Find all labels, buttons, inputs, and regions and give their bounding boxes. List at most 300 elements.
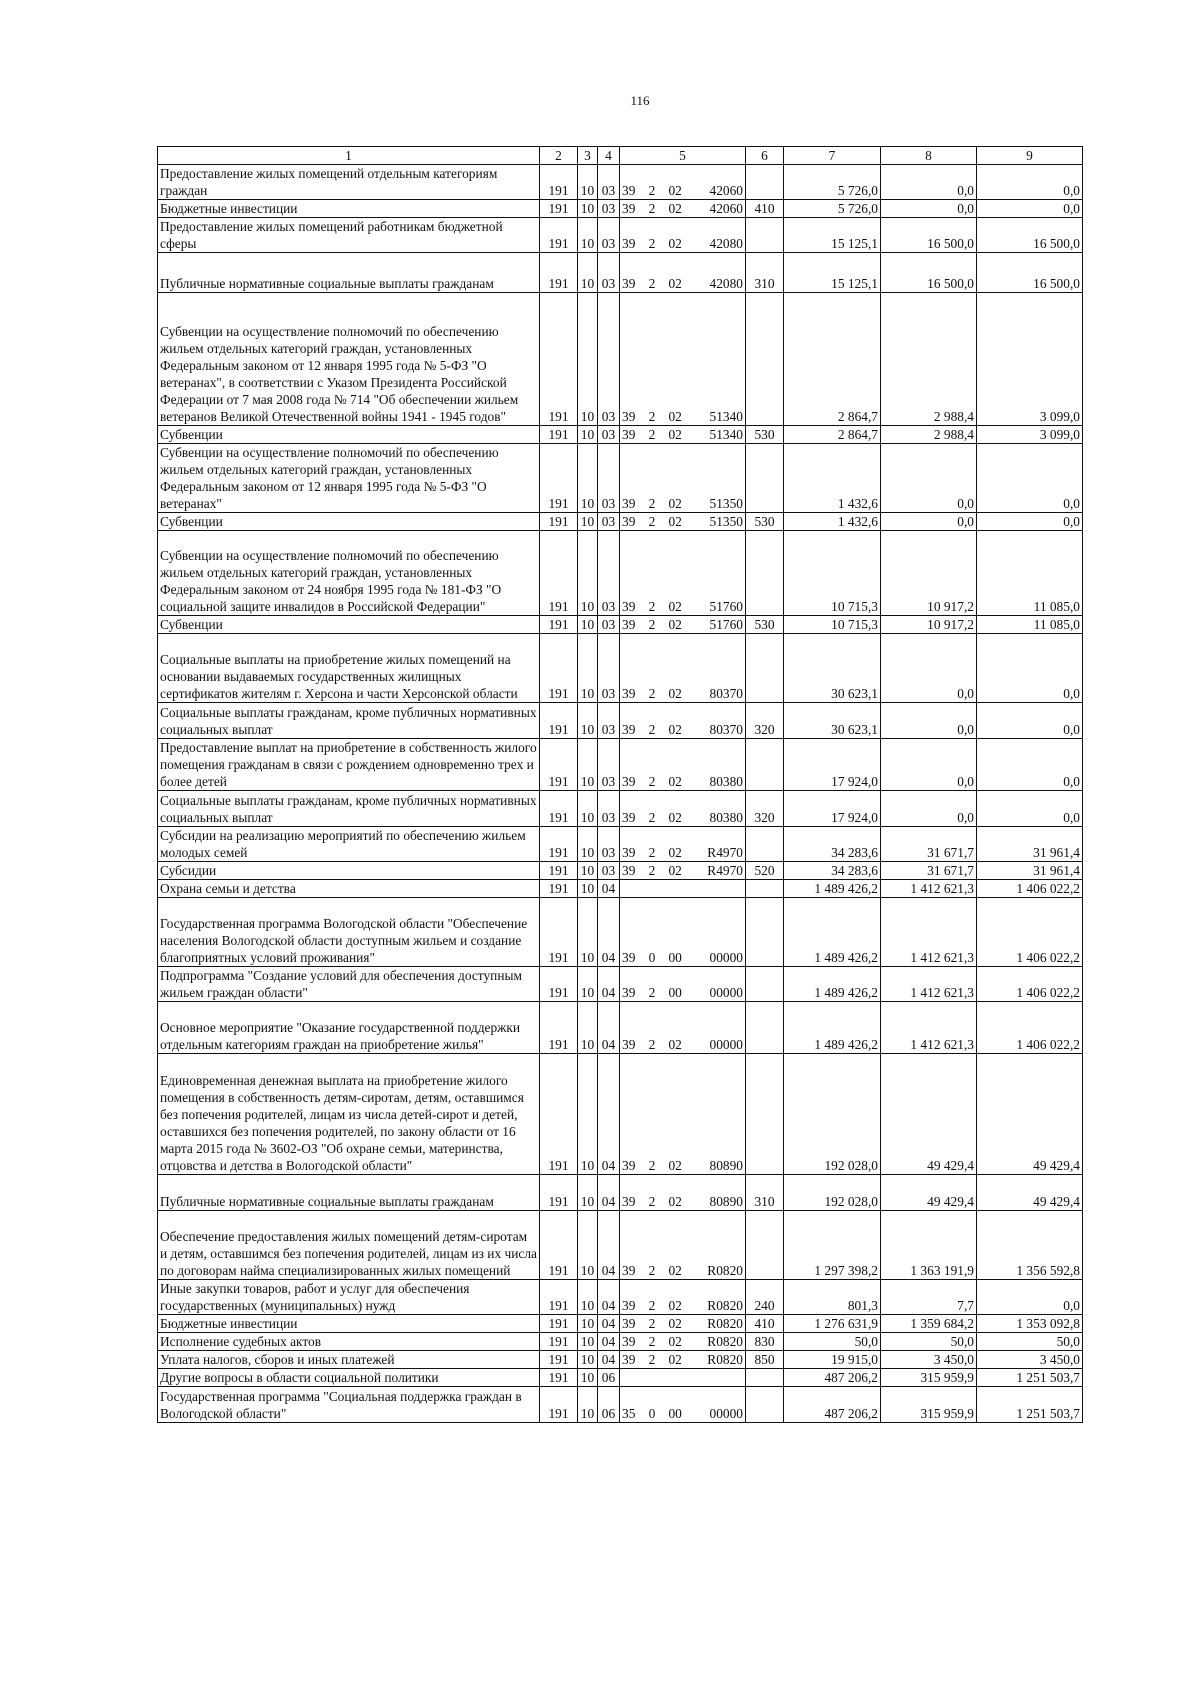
direction-code: 00000 <box>709 985 743 1000</box>
row-name: Социальные выплаты гражданам, кроме публичных нормативных социальных выплат <box>158 791 540 827</box>
amount-year-3: 16 500,0 <box>977 253 1083 293</box>
target-article-code <box>620 703 746 739</box>
main-activity-code: 02 <box>668 722 682 737</box>
target-article-code <box>620 293 746 426</box>
main-activity-code: 02 <box>668 1298 682 1313</box>
direction-code: 42060 <box>709 183 743 198</box>
ministry-code: 191 <box>540 739 578 791</box>
amount-year-1: 15 125,1 <box>784 218 881 253</box>
row-name: Субвенции на осуществление полномочий по обеспечению жильем отдельных категорий граждан, установленных Федеральным законом от 12 января 1995 года № 5-ФЗ "О ветеранах", в соответствии с Указом Президента Российской Федерации от 7 мая 2008 года № 714 "Об обеспечении жильем ветеранов Великой Отечественной войны 1941 - 1945 годов" <box>158 293 540 426</box>
target-article-code <box>620 1387 746 1423</box>
subsection-code: 03 <box>598 739 620 791</box>
amount-year-3: 1 356 592,8 <box>977 1211 1083 1280</box>
section-code: 10 <box>578 1351 598 1369</box>
table-row <box>158 444 1083 513</box>
direction-code: 00000 <box>709 1037 743 1052</box>
subsection-code: 04 <box>598 1333 620 1351</box>
program-code: 39 <box>622 810 636 825</box>
target-article-parts <box>622 1262 743 1279</box>
direction-code: R0820 <box>707 1316 743 1331</box>
program-code: 39 <box>622 1194 636 1209</box>
amount-year-2: 3 450,0 <box>881 1351 977 1369</box>
column-header: 9 <box>977 147 1083 165</box>
amount-year-1: 17 924,0 <box>784 739 881 791</box>
amount-year-1: 19 915,0 <box>784 1351 881 1369</box>
program-code: 39 <box>622 1334 636 1349</box>
table-row <box>158 253 1083 293</box>
subprogram-code: 0 <box>648 1406 656 1421</box>
subsection-code: 03 <box>598 827 620 862</box>
amount-year-1: 30 623,1 <box>784 703 881 739</box>
row-name: Исполнение судебных актов <box>158 1333 540 1351</box>
subsection-code: 04 <box>598 880 620 898</box>
ministry-code: 191 <box>540 880 578 898</box>
target-article-parts <box>622 598 743 615</box>
target-article-parts <box>622 182 743 199</box>
target-article-code <box>620 1351 746 1369</box>
target-article-code <box>620 1333 746 1351</box>
main-activity-code: 02 <box>668 201 682 216</box>
table-row <box>158 426 1083 444</box>
target-article-code <box>620 862 746 880</box>
target-article-code <box>620 1315 746 1333</box>
amount-year-2: 10 917,2 <box>881 531 977 616</box>
amount-year-3: 1 353 092,8 <box>977 1315 1083 1333</box>
main-activity-code: 02 <box>668 236 682 251</box>
amount-year-3: 0,0 <box>977 634 1083 703</box>
table-row <box>158 1351 1083 1369</box>
program-code: 39 <box>622 409 636 424</box>
amount-year-3: 0,0 <box>977 165 1083 200</box>
table-row <box>158 1175 1083 1211</box>
table-row <box>158 739 1083 791</box>
ministry-code: 191 <box>540 1387 578 1423</box>
ministry-code: 191 <box>540 165 578 200</box>
program-code: 39 <box>622 236 636 251</box>
subprogram-code: 2 <box>648 845 656 860</box>
amount-year-1: 34 283,6 <box>784 862 881 880</box>
expense-type-code <box>746 880 784 898</box>
amount-year-1: 192 028,0 <box>784 1054 881 1175</box>
ministry-code: 191 <box>540 1175 578 1211</box>
table-row <box>158 827 1083 862</box>
subprogram-code: 2 <box>648 1194 656 1209</box>
amount-year-3: 1 406 022,2 <box>977 967 1083 1002</box>
direction-code: 42080 <box>709 236 743 251</box>
ministry-code: 191 <box>540 444 578 513</box>
target-article-parts <box>622 1333 743 1350</box>
row-name: Основное мероприятие "Оказание государственной поддержки отдельным категориям граждан на приобретение жилья" <box>158 1002 540 1054</box>
subsection-code: 03 <box>598 703 620 739</box>
amount-year-2: 1 412 621,3 <box>881 880 977 898</box>
expense-type-code <box>746 634 784 703</box>
subsection-code: 04 <box>598 1211 620 1280</box>
target-article-code <box>620 634 746 703</box>
expense-type-code <box>746 444 784 513</box>
section-code: 10 <box>578 253 598 293</box>
program-code: 39 <box>622 183 636 198</box>
target-article-parts <box>622 773 743 790</box>
expense-type-code: 520 <box>746 862 784 880</box>
section-code: 10 <box>578 1369 598 1387</box>
amount-year-2: 49 429,4 <box>881 1175 977 1211</box>
expense-type-code <box>746 1002 784 1054</box>
subsection-code: 04 <box>598 967 620 1002</box>
expense-type-code: 850 <box>746 1351 784 1369</box>
row-name: Бюджетные инвестиции <box>158 1315 540 1333</box>
subprogram-code: 2 <box>648 236 656 251</box>
row-name: Социальные выплаты гражданам, кроме публичных нормативных социальных выплат <box>158 703 540 739</box>
program-code: 39 <box>622 514 636 529</box>
target-article-parts <box>622 844 743 861</box>
row-name: Государственная программа "Социальная поддержка граждан в Вологодской области" <box>158 1387 540 1423</box>
amount-year-2: 49 429,4 <box>881 1054 977 1175</box>
section-code: 10 <box>578 165 598 200</box>
amount-year-2: 31 671,7 <box>881 827 977 862</box>
subsection-code: 03 <box>598 218 620 253</box>
main-activity-code: 02 <box>668 810 682 825</box>
subprogram-code: 2 <box>648 514 656 529</box>
row-name: Подпрограмма "Создание условий для обеспечения доступным жильем граждан области" <box>158 967 540 1002</box>
section-code: 10 <box>578 1280 598 1315</box>
main-activity-code: 02 <box>668 409 682 424</box>
program-code: 39 <box>622 1037 636 1052</box>
subsection-code: 03 <box>598 165 620 200</box>
program-code: 39 <box>622 845 636 860</box>
amount-year-3: 3 099,0 <box>977 426 1083 444</box>
main-activity-code: 02 <box>668 514 682 529</box>
ministry-code: 191 <box>540 827 578 862</box>
expense-type-code <box>746 1054 784 1175</box>
amount-year-2: 0,0 <box>881 791 977 827</box>
subsection-code: 04 <box>598 1315 620 1333</box>
main-activity-code: 02 <box>668 1037 682 1052</box>
target-article-code <box>620 253 746 293</box>
program-code: 39 <box>622 201 636 216</box>
amount-year-1: 1 489 426,2 <box>784 898 881 967</box>
column-header: 7 <box>784 147 881 165</box>
subprogram-code: 2 <box>648 617 656 632</box>
column-header: 5 <box>620 147 746 165</box>
table-row <box>158 1387 1083 1423</box>
amount-year-3: 1 251 503,7 <box>977 1369 1083 1387</box>
subsection-code: 04 <box>598 1175 620 1211</box>
target-article-parts <box>622 200 743 217</box>
table-row <box>158 703 1083 739</box>
table-row <box>158 1280 1083 1315</box>
subprogram-code: 2 <box>648 810 656 825</box>
section-code: 10 <box>578 739 598 791</box>
expense-type-code: 530 <box>746 426 784 444</box>
amount-year-3: 0,0 <box>977 1280 1083 1315</box>
expense-type-code <box>746 827 784 862</box>
target-article-parts <box>622 1351 743 1368</box>
program-code: 39 <box>622 599 636 614</box>
subsection-code: 03 <box>598 531 620 616</box>
ministry-code: 191 <box>540 1280 578 1315</box>
direction-code: 80370 <box>709 686 743 701</box>
program-code: 39 <box>622 985 636 1000</box>
amount-year-2: 0,0 <box>881 634 977 703</box>
expense-type-code <box>746 1211 784 1280</box>
ministry-code: 191 <box>540 862 578 880</box>
subprogram-code: 2 <box>648 863 656 878</box>
amount-year-2: 31 671,7 <box>881 862 977 880</box>
row-name: Единовременная денежная выплата на приобретение жилого помещения в собственность детям-сиротам, детям, оставшимся без попечения родителей, лицам из числа детей-сирот и детей, оставшихся без попечения родителей, по закону области от 16 марта 2015 года № 3602-ОЗ "Об охране семьи, материнства, отцовства и детства в Вологодской области" <box>158 1054 540 1175</box>
section-code: 10 <box>578 1054 598 1175</box>
ministry-code: 191 <box>540 1315 578 1333</box>
target-article-code <box>620 513 746 531</box>
direction-code: 80890 <box>709 1194 743 1209</box>
direction-code: 51350 <box>709 496 743 511</box>
main-activity-code: 02 <box>668 599 682 614</box>
section-code: 10 <box>578 513 598 531</box>
expense-type-code: 410 <box>746 1315 784 1333</box>
target-article-parts <box>622 1193 743 1210</box>
amount-year-2: 1 359 684,2 <box>881 1315 977 1333</box>
ministry-code: 191 <box>540 1369 578 1387</box>
ministry-code: 191 <box>540 634 578 703</box>
table-row <box>158 293 1083 426</box>
target-article-code <box>620 1369 746 1387</box>
table-row <box>158 1002 1083 1054</box>
main-activity-code: 02 <box>668 183 682 198</box>
expense-type-code <box>746 1369 784 1387</box>
table-row <box>158 634 1083 703</box>
amount-year-1: 10 715,3 <box>784 616 881 634</box>
row-name: Публичные нормативные социальные выплаты гражданам <box>158 1175 540 1211</box>
main-activity-code: 00 <box>668 985 682 1000</box>
subprogram-code: 2 <box>648 1316 656 1331</box>
subprogram-code: 2 <box>648 496 656 511</box>
target-article-code <box>620 739 746 791</box>
amount-year-1: 2 864,7 <box>784 426 881 444</box>
subsection-code: 03 <box>598 444 620 513</box>
target-article-parts <box>622 275 743 292</box>
direction-code: R0820 <box>707 1263 743 1278</box>
program-code: 39 <box>622 276 636 291</box>
amount-year-2: 7,7 <box>881 1280 977 1315</box>
amount-year-1: 1 489 426,2 <box>784 967 881 1002</box>
amount-year-3: 11 085,0 <box>977 531 1083 616</box>
ministry-code: 191 <box>540 1054 578 1175</box>
subprogram-code: 2 <box>648 183 656 198</box>
direction-code: R4970 <box>707 845 743 860</box>
ministry-code: 191 <box>540 253 578 293</box>
main-activity-code: 02 <box>668 686 682 701</box>
target-article-code <box>620 218 746 253</box>
row-name: Субвенции на осуществление полномочий по обеспечению жильем отдельных категорий граждан, установленных Федеральным законом от 24 ноября 1995 года № 181-ФЗ "О социальной защите инвалидов в Российской Федерации" <box>158 531 540 616</box>
subprogram-code: 2 <box>648 774 656 789</box>
amount-year-1: 5 726,0 <box>784 165 881 200</box>
section-code: 10 <box>578 1002 598 1054</box>
target-article-parts <box>622 1297 743 1314</box>
amount-year-3: 49 429,4 <box>977 1054 1083 1175</box>
amount-year-3: 0,0 <box>977 703 1083 739</box>
amount-year-1: 50,0 <box>784 1333 881 1351</box>
row-name: Социальные выплаты на приобретение жилых помещений на основании выдаваемых государственных жилищных сертификатов жителям г. Херсона и части Херсонской области <box>158 634 540 703</box>
section-code: 10 <box>578 634 598 703</box>
main-activity-code: 00 <box>668 950 682 965</box>
table-row <box>158 1369 1083 1387</box>
table-row <box>158 165 1083 200</box>
subsection-code: 03 <box>598 200 620 218</box>
target-article-code <box>620 1002 746 1054</box>
expense-type-code: 530 <box>746 513 784 531</box>
amount-year-2: 0,0 <box>881 703 977 739</box>
section-code: 10 <box>578 1333 598 1351</box>
subprogram-code: 2 <box>648 1298 656 1313</box>
target-article-parts <box>622 495 743 512</box>
target-article-code <box>620 827 746 862</box>
column-header: 6 <box>746 147 784 165</box>
ministry-code: 191 <box>540 967 578 1002</box>
subprogram-code: 2 <box>648 985 656 1000</box>
amount-year-3: 3 450,0 <box>977 1351 1083 1369</box>
ministry-code: 191 <box>540 1211 578 1280</box>
subsection-code: 03 <box>598 253 620 293</box>
subsection-code: 04 <box>598 1280 620 1315</box>
amount-year-1: 15 125,1 <box>784 253 881 293</box>
main-activity-code: 02 <box>668 276 682 291</box>
direction-code: 51760 <box>709 599 743 614</box>
column-header: 3 <box>578 147 598 165</box>
subprogram-code: 2 <box>648 276 656 291</box>
expense-type-code: 320 <box>746 703 784 739</box>
expense-type-code <box>746 531 784 616</box>
target-article-code <box>620 967 746 1002</box>
amount-year-3: 3 099,0 <box>977 293 1083 426</box>
target-article-code <box>620 200 746 218</box>
section-code: 10 <box>578 531 598 616</box>
direction-code: 00000 <box>709 950 743 965</box>
subsection-code: 03 <box>598 862 620 880</box>
amount-year-2: 1 412 621,3 <box>881 898 977 967</box>
ministry-code: 191 <box>540 426 578 444</box>
amount-year-3: 1 406 022,2 <box>977 880 1083 898</box>
program-code: 35 <box>622 1406 636 1421</box>
row-name: Субсидии на реализацию мероприятий по обеспечению жильем молодых семей <box>158 827 540 862</box>
direction-code: 51760 <box>709 617 743 632</box>
ministry-code: 191 <box>540 200 578 218</box>
target-article-code <box>620 880 746 898</box>
row-name: Иные закупки товаров, работ и услуг для обеспечения государственных (муниципальных) нужд <box>158 1280 540 1315</box>
row-name: Государственная программа Вологодской области "Обеспечение населения Вологодской области доступным жильем и создание благоприятных условий проживания" <box>158 898 540 967</box>
ministry-code: 191 <box>540 1351 578 1369</box>
program-code: 39 <box>622 863 636 878</box>
row-name: Предоставление жилых помещений работникам бюджетной сферы <box>158 218 540 253</box>
row-name: Субвенции <box>158 426 540 444</box>
table-row <box>158 1054 1083 1175</box>
target-article-code <box>620 444 746 513</box>
row-name: Предоставление выплат на приобретение в собственность жилого помещения гражданам в связи с рождением одновременно трех и более детей <box>158 739 540 791</box>
amount-year-2: 16 500,0 <box>881 253 977 293</box>
main-activity-code: 02 <box>668 496 682 511</box>
subsection-code: 04 <box>598 1054 620 1175</box>
section-code: 10 <box>578 791 598 827</box>
row-name: Субвенции <box>158 616 540 634</box>
direction-code: 51340 <box>709 409 743 424</box>
expense-type-code <box>746 967 784 1002</box>
row-name: Субсидии <box>158 862 540 880</box>
target-article-code <box>620 165 746 200</box>
expense-type-code: 830 <box>746 1333 784 1351</box>
subsection-code: 03 <box>598 513 620 531</box>
amount-year-2: 2 988,4 <box>881 293 977 426</box>
direction-code: 80380 <box>709 810 743 825</box>
expense-type-code: 410 <box>746 200 784 218</box>
amount-year-1: 10 715,3 <box>784 531 881 616</box>
row-name: Уплата налогов, сборов и иных платежей <box>158 1351 540 1369</box>
program-code: 39 <box>622 496 636 511</box>
main-activity-code: 02 <box>668 863 682 878</box>
amount-year-2: 2 988,4 <box>881 426 977 444</box>
amount-year-3: 0,0 <box>977 791 1083 827</box>
amount-year-3: 31 961,4 <box>977 827 1083 862</box>
program-code: 39 <box>622 1263 636 1278</box>
target-article-code <box>620 531 746 616</box>
ministry-code: 191 <box>540 791 578 827</box>
amount-year-1: 1 432,6 <box>784 513 881 531</box>
main-activity-code: 02 <box>668 617 682 632</box>
subsection-code: 04 <box>598 1351 620 1369</box>
column-header: 4 <box>598 147 620 165</box>
subprogram-code: 2 <box>648 599 656 614</box>
program-code: 39 <box>622 1298 636 1313</box>
amount-year-2: 50,0 <box>881 1333 977 1351</box>
row-name: Субвенции на осуществление полномочий по обеспечению жильем отдельных категорий граждан, установленных Федеральным законом от 12 января 1995 года № 5-ФЗ "О ветеранах" <box>158 444 540 513</box>
amount-year-1: 1 489 426,2 <box>784 1002 881 1054</box>
table-row <box>158 898 1083 967</box>
direction-code: R0820 <box>707 1334 743 1349</box>
direction-code: 80890 <box>709 1158 743 1173</box>
section-code: 10 <box>578 616 598 634</box>
main-activity-code: 02 <box>668 845 682 860</box>
expense-type-code <box>746 293 784 426</box>
subprogram-code: 2 <box>648 1352 656 1367</box>
subsection-code: 03 <box>598 791 620 827</box>
section-code: 10 <box>578 703 598 739</box>
subsection-code: 03 <box>598 426 620 444</box>
program-code: 39 <box>622 427 636 442</box>
program-code: 39 <box>622 722 636 737</box>
direction-code: 80370 <box>709 722 743 737</box>
amount-year-1: 801,3 <box>784 1280 881 1315</box>
amount-year-3: 1 406 022,2 <box>977 898 1083 967</box>
amount-year-3: 49 429,4 <box>977 1175 1083 1211</box>
amount-year-3: 50,0 <box>977 1333 1083 1351</box>
target-article-parts <box>622 1157 743 1174</box>
program-code: 39 <box>622 686 636 701</box>
amount-year-3: 16 500,0 <box>977 218 1083 253</box>
target-article-parts <box>622 721 743 738</box>
main-activity-code: 02 <box>668 1334 682 1349</box>
row-name: Охрана семьи и детства <box>158 880 540 898</box>
main-activity-code: 02 <box>668 774 682 789</box>
target-article-parts <box>622 1315 743 1332</box>
target-article-parts <box>622 1405 743 1422</box>
expense-type-code <box>746 1387 784 1423</box>
target-article-parts <box>622 408 743 425</box>
section-code: 10 <box>578 1211 598 1280</box>
table-row <box>158 200 1083 218</box>
ministry-code: 191 <box>540 531 578 616</box>
subprogram-code: 2 <box>648 1263 656 1278</box>
expense-type-code: 310 <box>746 1175 784 1211</box>
amount-year-3: 1 251 503,7 <box>977 1387 1083 1423</box>
ministry-code: 191 <box>540 703 578 739</box>
amount-year-2: 0,0 <box>881 200 977 218</box>
